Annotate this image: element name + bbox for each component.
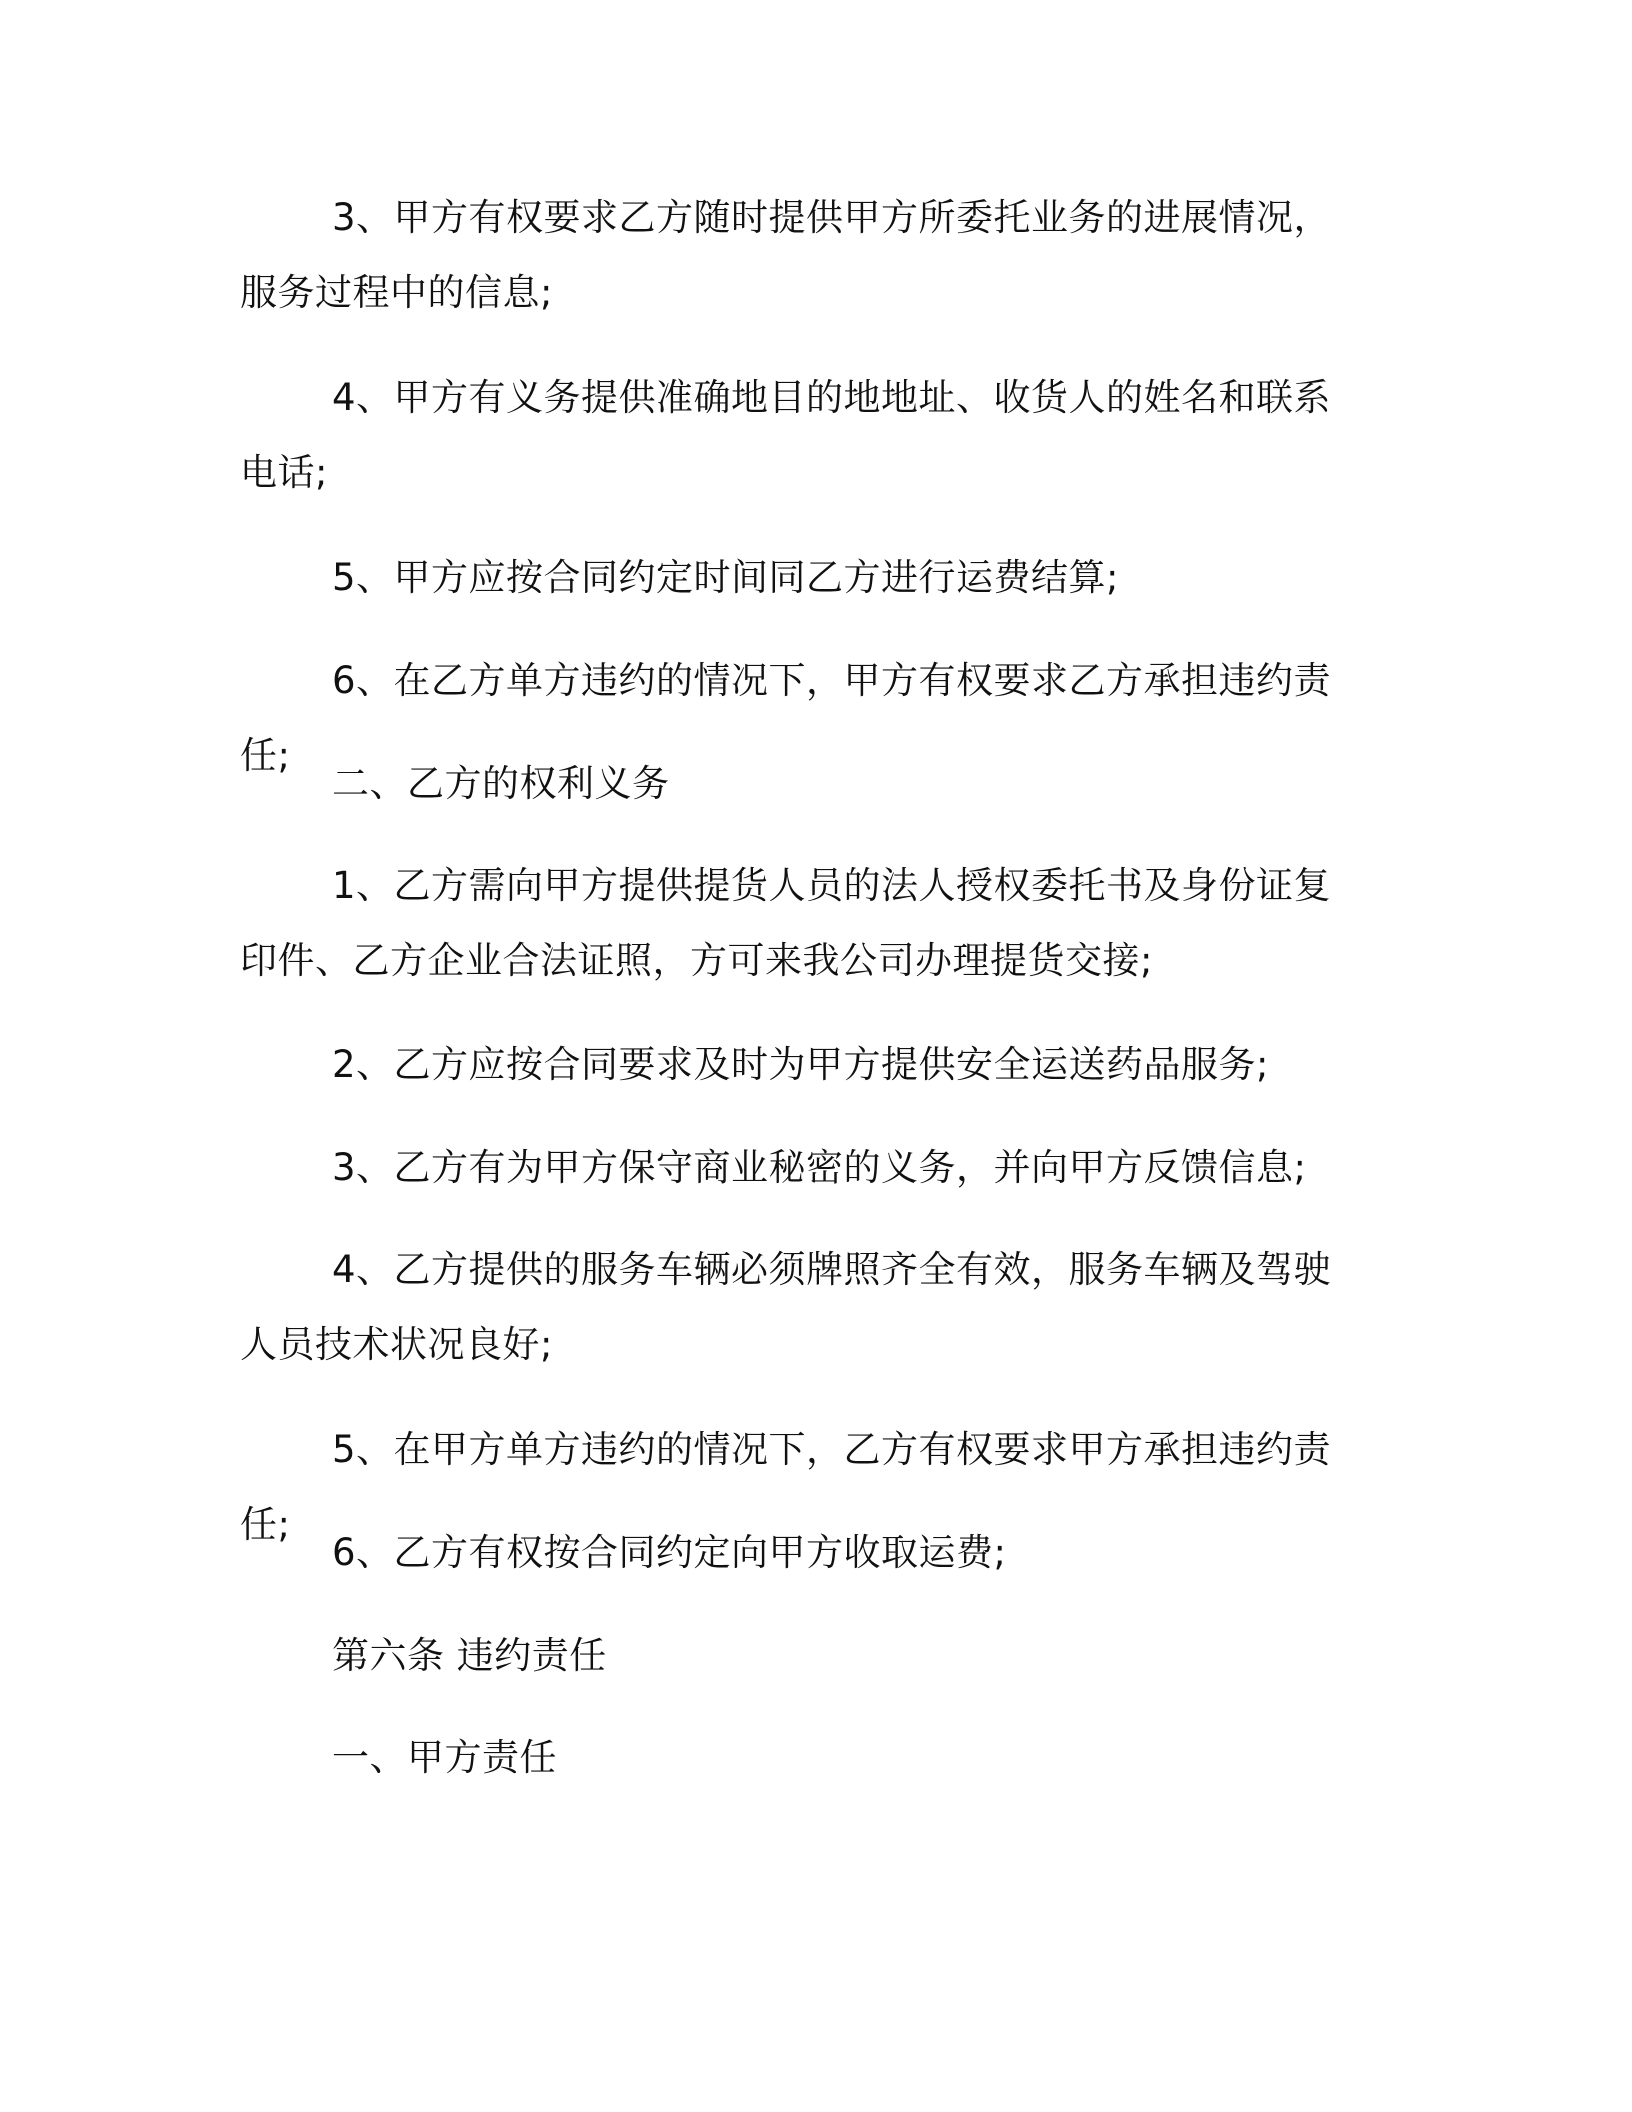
paragraph-party-b-right-5: 5、在甲方单方违约的情况下，乙方有权要求甲方承担违约责任;: [240, 1428, 1332, 1546]
article-heading-breach-liability: 第六条 违约责任: [332, 1634, 607, 1677]
paragraph-party-a-right-3: 3、甲方有权要求乙方随时提供甲方所委托业务的进展情况，服务过程中的信息;: [240, 196, 1332, 314]
paragraph-party-b-duty-2: 2、乙方应按合同要求及时为甲方提供安全运送药品服务;: [332, 1043, 1270, 1086]
paragraph-party-a-duty-5: 5、甲方应按合同约定时间同乙方进行运费结算;: [332, 556, 1120, 599]
paragraph-party-b-duty-1: 1、乙方需向甲方提供提货人员的法人授权委托书及身份证复印件、乙方企业合法证照，方可来我公司办理提货交接;: [240, 864, 1332, 982]
section-heading-party-a-liability: 一、甲方责任: [332, 1736, 557, 1779]
paragraph-party-a-duty-4: 4、甲方有义务提供准确地目的地地址、收货人的姓名和联系电话;: [240, 376, 1332, 494]
paragraph-party-b-right-6: 6、乙方有权按合同约定向甲方收取运费;: [332, 1531, 1007, 1574]
section-heading-party-b: 二、乙方的权利义务: [332, 762, 670, 805]
paragraph-party-a-right-6: 6、在乙方单方违约的情况下，甲方有权要求乙方承担违约责任;: [240, 659, 1332, 777]
paragraph-party-b-duty-3: 3、乙方有为甲方保守商业秘密的义务，并向甲方反馈信息;: [332, 1146, 1307, 1189]
paragraph-party-b-duty-4: 4、乙方提供的服务车辆必须牌照齐全有效，服务车辆及驾驶人员技术状况良好;: [240, 1248, 1332, 1366]
